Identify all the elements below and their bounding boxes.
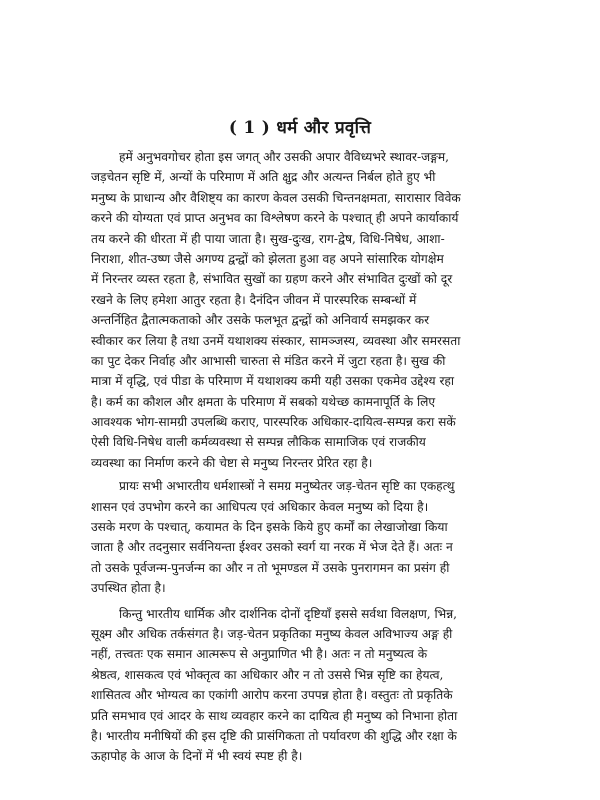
text-line: प्रायः सभी अभारतीय धर्मशास्त्रों ने समग्र मनुष्येतर जड़-चेतन सृष्टि का एकहत्थु — [119, 479, 455, 494]
text-line: सूक्ष्म और अधिक तर्कसंगत है। जड़-चेतन प्रकृतिका मनुष्य केवल अविभाज्य अङ्ग ही — [91, 626, 453, 641]
paragraph-3 — [91, 604, 563, 767]
text-line: श्रेष्ठत्व, शासकत्व एवं भोक्तृत्व का अधिकार और न तो उससे भिन्न सृष्टि का हेयत्व, — [91, 667, 444, 682]
text-line: शासन एवं उपभोग करने का आधिपत्य एवं अधिकार केवल मनुष्य को दिया है। — [91, 499, 429, 514]
text-line: तो उसके पूर्वजन्म-पुनर्जन्म का और न तो भूमण्डल में उसके पुनरागमन का प्रसंग ही — [91, 560, 450, 575]
text-line: का पुट देकर निर्वाह और आभासी चारुता से मंडित करने में जुटा रहता है। सुख की — [91, 353, 446, 368]
text-line: आवश्यक भोग-सामग्री उपलब्धि कराए, पारस्परिक अधिकार-दायित्व-सम्पन्न करा सकें — [91, 415, 456, 430]
text-line: मनुष्य के प्राधान्य और वैशिष्ट्य का कारण केवल उसकी चिन्तनक्षमता, सारासार विवेक — [91, 190, 461, 205]
body-text — [91, 147, 563, 767]
text-line: जड़चेतन सृष्टि में, अन्यों के परिमाण में अति क्षुद्र और अत्यन्त निर्बल होते हुए भी — [91, 170, 436, 185]
text-line: है। कर्म का कौशल और क्षमता के परिमाण में सबको यथेच्छ कामनापूर्ति के लिए — [91, 394, 436, 409]
text-line: शासितत्व और भोग्यत्व का एकांगी आरोप करना उपपन्न होता है। वस्तुतः तो प्रकृतिके — [91, 688, 453, 703]
text-line: उपस्थित होता है। — [91, 581, 166, 596]
text-line: उसके मरण के पश्चात्, कयामत के दिन इसके किये हुए कर्मों का लेखाजोखा किया — [91, 520, 448, 535]
text-line: किन्तु भारतीय धार्मिक और दार्शनिक दोनों दृष्टियाँ इससे सर्वथा विलक्षण, भिन्न, — [119, 606, 458, 621]
text-line: हमें अनुभवगोचर होता इस जगत् और उसकी अपार वैविध्यभरे स्थावर-जङ्गम, — [119, 150, 450, 164]
text-line: रखने के लिए हमेशा आतुर रहता है। दैनंदिन जीवन में पारस्परिक सम्बन्धों में — [91, 292, 417, 307]
chapter-title: ( 1 ) धर्म और प्रवृत्ति — [228, 118, 372, 138]
paragraph-2 — [91, 476, 563, 598]
text-line: ऐसी विधि-निषेध वाली कर्मव्यवस्था से सम्पन्न लौकिक सामाजिक एवं राजकीय — [91, 435, 426, 450]
text-line: ऊहापोह के आज के दिनों में भी स्वयं स्पष्ट ही है। — [91, 749, 303, 764]
text-line: व्यवस्था का निर्माण करने की चेष्टा से मनुष्य निरन्तर प्रेरित रहा है। — [91, 455, 373, 470]
text-line: है। भारतीय मनीषियों की इस दृष्टि की प्रासंगिकता तो पर्यावरण की शुद्धि और रक्षा के — [91, 728, 457, 743]
text-line: में निरन्तर व्यस्त रहता है, संभावित सुखों का ग्रहण करने और संभावित दुःखों को दूर — [91, 272, 453, 287]
text-line: प्रति समभाव एवं आदर के साथ व्यवहार करने का दायित्व ही मनुष्य को निभाना होता — [91, 708, 458, 723]
paragraph-1 — [91, 147, 563, 473]
text-line: जाता है और तदनुसार सर्वनियन्ता ईश्वर उसको स्वर्ग या नरक में भेज देते हैं। अतः न — [91, 540, 453, 555]
text-line: स्वीकार कर लिया है तथा उनमें यथाशक्य संस्कार, सामञ्जस्य, व्यवस्था और समरसता — [91, 333, 461, 348]
text-line: मात्रा में वृद्धि, एवं पीडा के परिमाण में यथाशक्य कमी यही उसका एकमेव उद्देश्य रहा — [91, 374, 455, 389]
text-line: करने की योग्यता एवं प्राप्त अनुभव का विश्लेषण करने के पश्चात् ही अपने कार्याकार्य — [91, 211, 459, 226]
text-line: तय करने की धीरता में ही पाया जाता है। सुख-दुःख, राग-द्वेष, विधि-निषेध, आशा- — [91, 231, 445, 246]
text-line: निराशा, शीत-उष्ण जैसे अगण्य द्वन्द्वों को झेलता हुआ वह अपने सांसारिक योगक्षेम — [91, 251, 444, 266]
text-line: नहीं, तत्त्वतः एक समान आत्मरूप से अनुप्राणित भी है। अतः न तो मनुष्यत्व के — [91, 647, 428, 662]
text-line: अन्तर्निहित द्वैतात्मकताको और उसके फलभूत द्वन्द्वों को अनिवार्य समझकर कर — [91, 313, 430, 328]
